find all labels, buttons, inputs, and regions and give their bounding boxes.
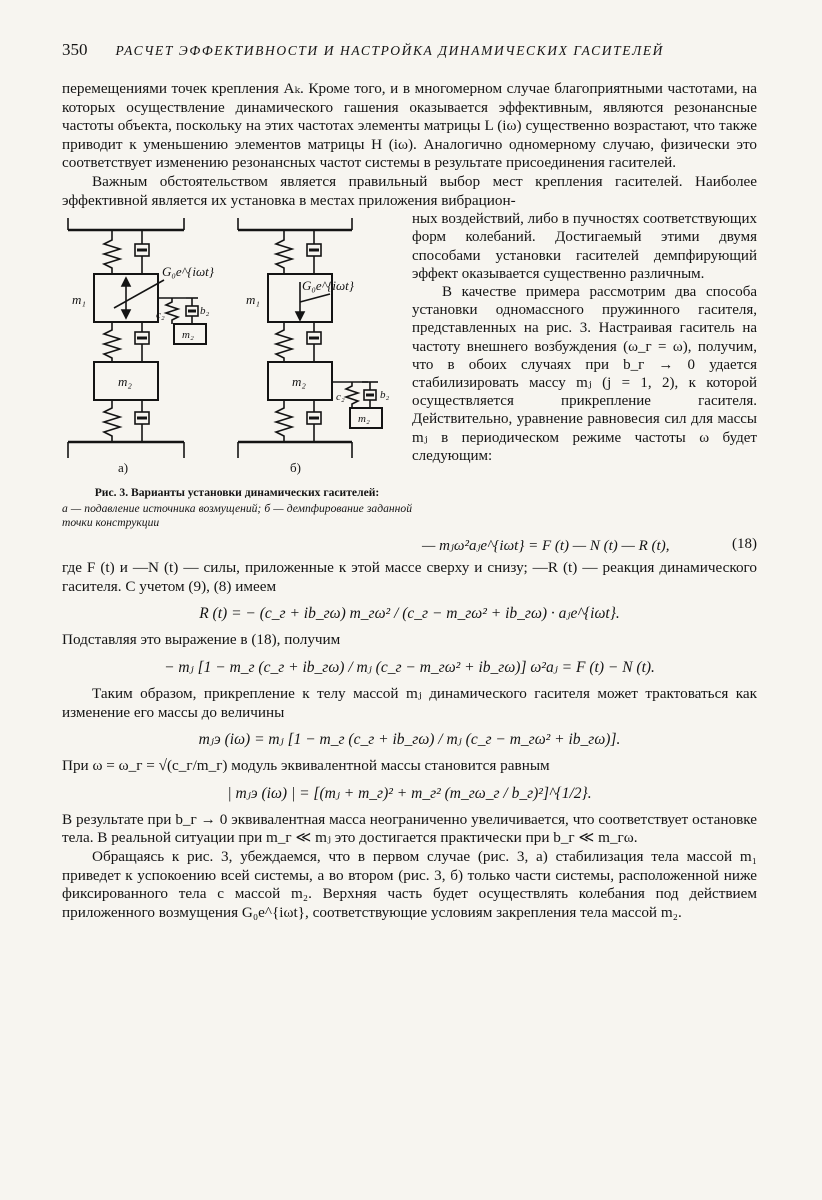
label-m2-absorber-b: m₂: [358, 413, 370, 426]
caption-legend: а — подавление источника возмущений; б — демпфирование заданной точки конструкции: [62, 502, 412, 530]
equation-18: [62, 536, 757, 555]
paragraph-4: где F (t) и —N (t) — силы, приложенные к этой массе сверху и снизу; —R (t) — реакция динамического гасителя. С учетом (9), (8) имеем: [62, 559, 757, 595]
label-m1-b: m₁: [246, 292, 260, 308]
figure-caption: [62, 486, 412, 530]
label-m1-a: m₁: [72, 292, 86, 308]
paragraph-5: Подставляя это выражение в (18), получим: [62, 631, 341, 649]
right-text-column: [412, 210, 757, 530]
label-sub-b: б): [290, 460, 301, 476]
label-sub-a: а): [118, 460, 129, 476]
equation-18-number: (18): [732, 536, 757, 553]
paragraph-9: Обращаясь к рис. 3, убеждаемся, что в первом случае (рис. 3, а) стабилизация тела массой m₁ приведет к успокоению всей системы, а во втором (рис. 3, б) только части системы, расположенной ниже фиксированного тела с массой m₂. Верхняя часть будет осуществлять колебания под действием приложенного возмущения G₀e^{iωt}, соответствующие условиям закрепления тела массой m₂.: [62, 847, 757, 921]
label-force-a: G₀e^{iωt}: [162, 264, 214, 280]
label-m2-a: m₂: [118, 374, 132, 390]
paragraph-3: В качестве примера рассмотрим два способа установки одномассного пружинного гасителя, представленных на рис. 3. Настраивая гаситель на частоту внешнего возбуждения (ω_г = ω), получим, что в обоих случаях при b_г → 0 удается стабилизировать массу mⱼ (j = 1, 2), к которой осуществляется прикрепление гасителя. Действительно, уравнение равновесия сил для массы mⱼ в периодическом режиме частоты ω будет следующим:: [412, 283, 757, 464]
equation-modulus: | mⱼэ (iω) | = [(mⱼ + m_г)² + m_г² (m_гω_г / b_г)²]^{1/2}.: [227, 784, 592, 802]
equation-substituted: − mⱼ [1 − m_г (c_г + ib_гω) / mⱼ (c_г − m_гω² + ib_гω)] ω²aⱼ = F (t) − N (t).: [164, 658, 655, 676]
running-title: РАСЧЕТ ЭФФЕКТИВНОСТИ И НАСТРОЙКА ДИНАМИЧЕСКИХ ГАСИТЕЛЕЙ: [115, 43, 665, 58]
figure-3: [62, 210, 412, 530]
equation-18-body: — mⱼω²aⱼe^{iωt} = F (t) — N (t) — R (t),: [422, 538, 670, 555]
label-c2-a: c₂: [156, 309, 165, 322]
paragraph-2-continued: ных воздействий, либо в пучностях соответствующих форм колебаний. Достигаемый этими двумя способами установки гасителей демпфирующий эффект оказывается существенно различным.: [412, 211, 757, 282]
page: [62, 40, 757, 922]
figure-row: [62, 210, 757, 530]
paragraph-1: перемещениями точек крепления Aₖ. Кроме того, и в многомерном случае благоприятными частотами, на которых осуществление динамического гашения оказывается эффективным, являются резонансные частоты объекта, поскольку на этих частотах элементы матрицы L (iω) существенно возрастают, что также приводит к уменьшению элементов матрицы H (iω). Аналогично одномерному случаю, физически это соответствует изменению резонансных частот системы в результате присоединения гасителей.: [62, 80, 757, 172]
label-c2-b: c₂: [336, 391, 345, 404]
caption-title: Рис. 3. Варианты установки динамических гасителей:: [94, 486, 380, 500]
label-b2-b: b₂: [380, 389, 390, 402]
paragraph-7: При ω = ω_г = √(c_г/m_г) модуль эквивалентной массы становится равным: [62, 757, 550, 775]
paragraph-8: В результате при b_г → 0 эквивалентная масса неограниченно увеличивается, что соответствует остановке тела. В реальной ситуации при m_г ≪ mⱼ это достигается практически при b_г ≪ m_гω.: [62, 810, 757, 847]
equation-reaction: R (t) = − (c_г + ib_гω) m_гω² / (c_г − m_гω² + ib_гω) · aⱼe^{iωt}.: [199, 605, 620, 623]
equation-equivalent-mass: mⱼэ (iω) = mⱼ [1 − m_г (c_г + ib_гω) / mⱼ (c_г − m_гω² + ib_гω)].: [198, 731, 621, 749]
label-force-b: G₀e^{iωt}: [302, 278, 354, 294]
label-m2-absorber-a: m₂: [182, 329, 194, 342]
paragraph-2: Важным обстоятельством является правильный выбор мест крепления гасителей. Наиболее эффективной является их установка в местах приложения вибрацион-: [62, 172, 757, 209]
label-m2-b: m₂: [292, 374, 306, 390]
page-number: 350: [62, 40, 88, 59]
running-header: [62, 40, 757, 60]
label-b2-a: b₂: [200, 305, 210, 318]
paragraph-6: Таким образом, прикрепление к телу массой mⱼ динамического гасителя может трактоваться как изменение его массы до величины: [62, 684, 757, 721]
figure-3-diagram: [62, 210, 412, 475]
